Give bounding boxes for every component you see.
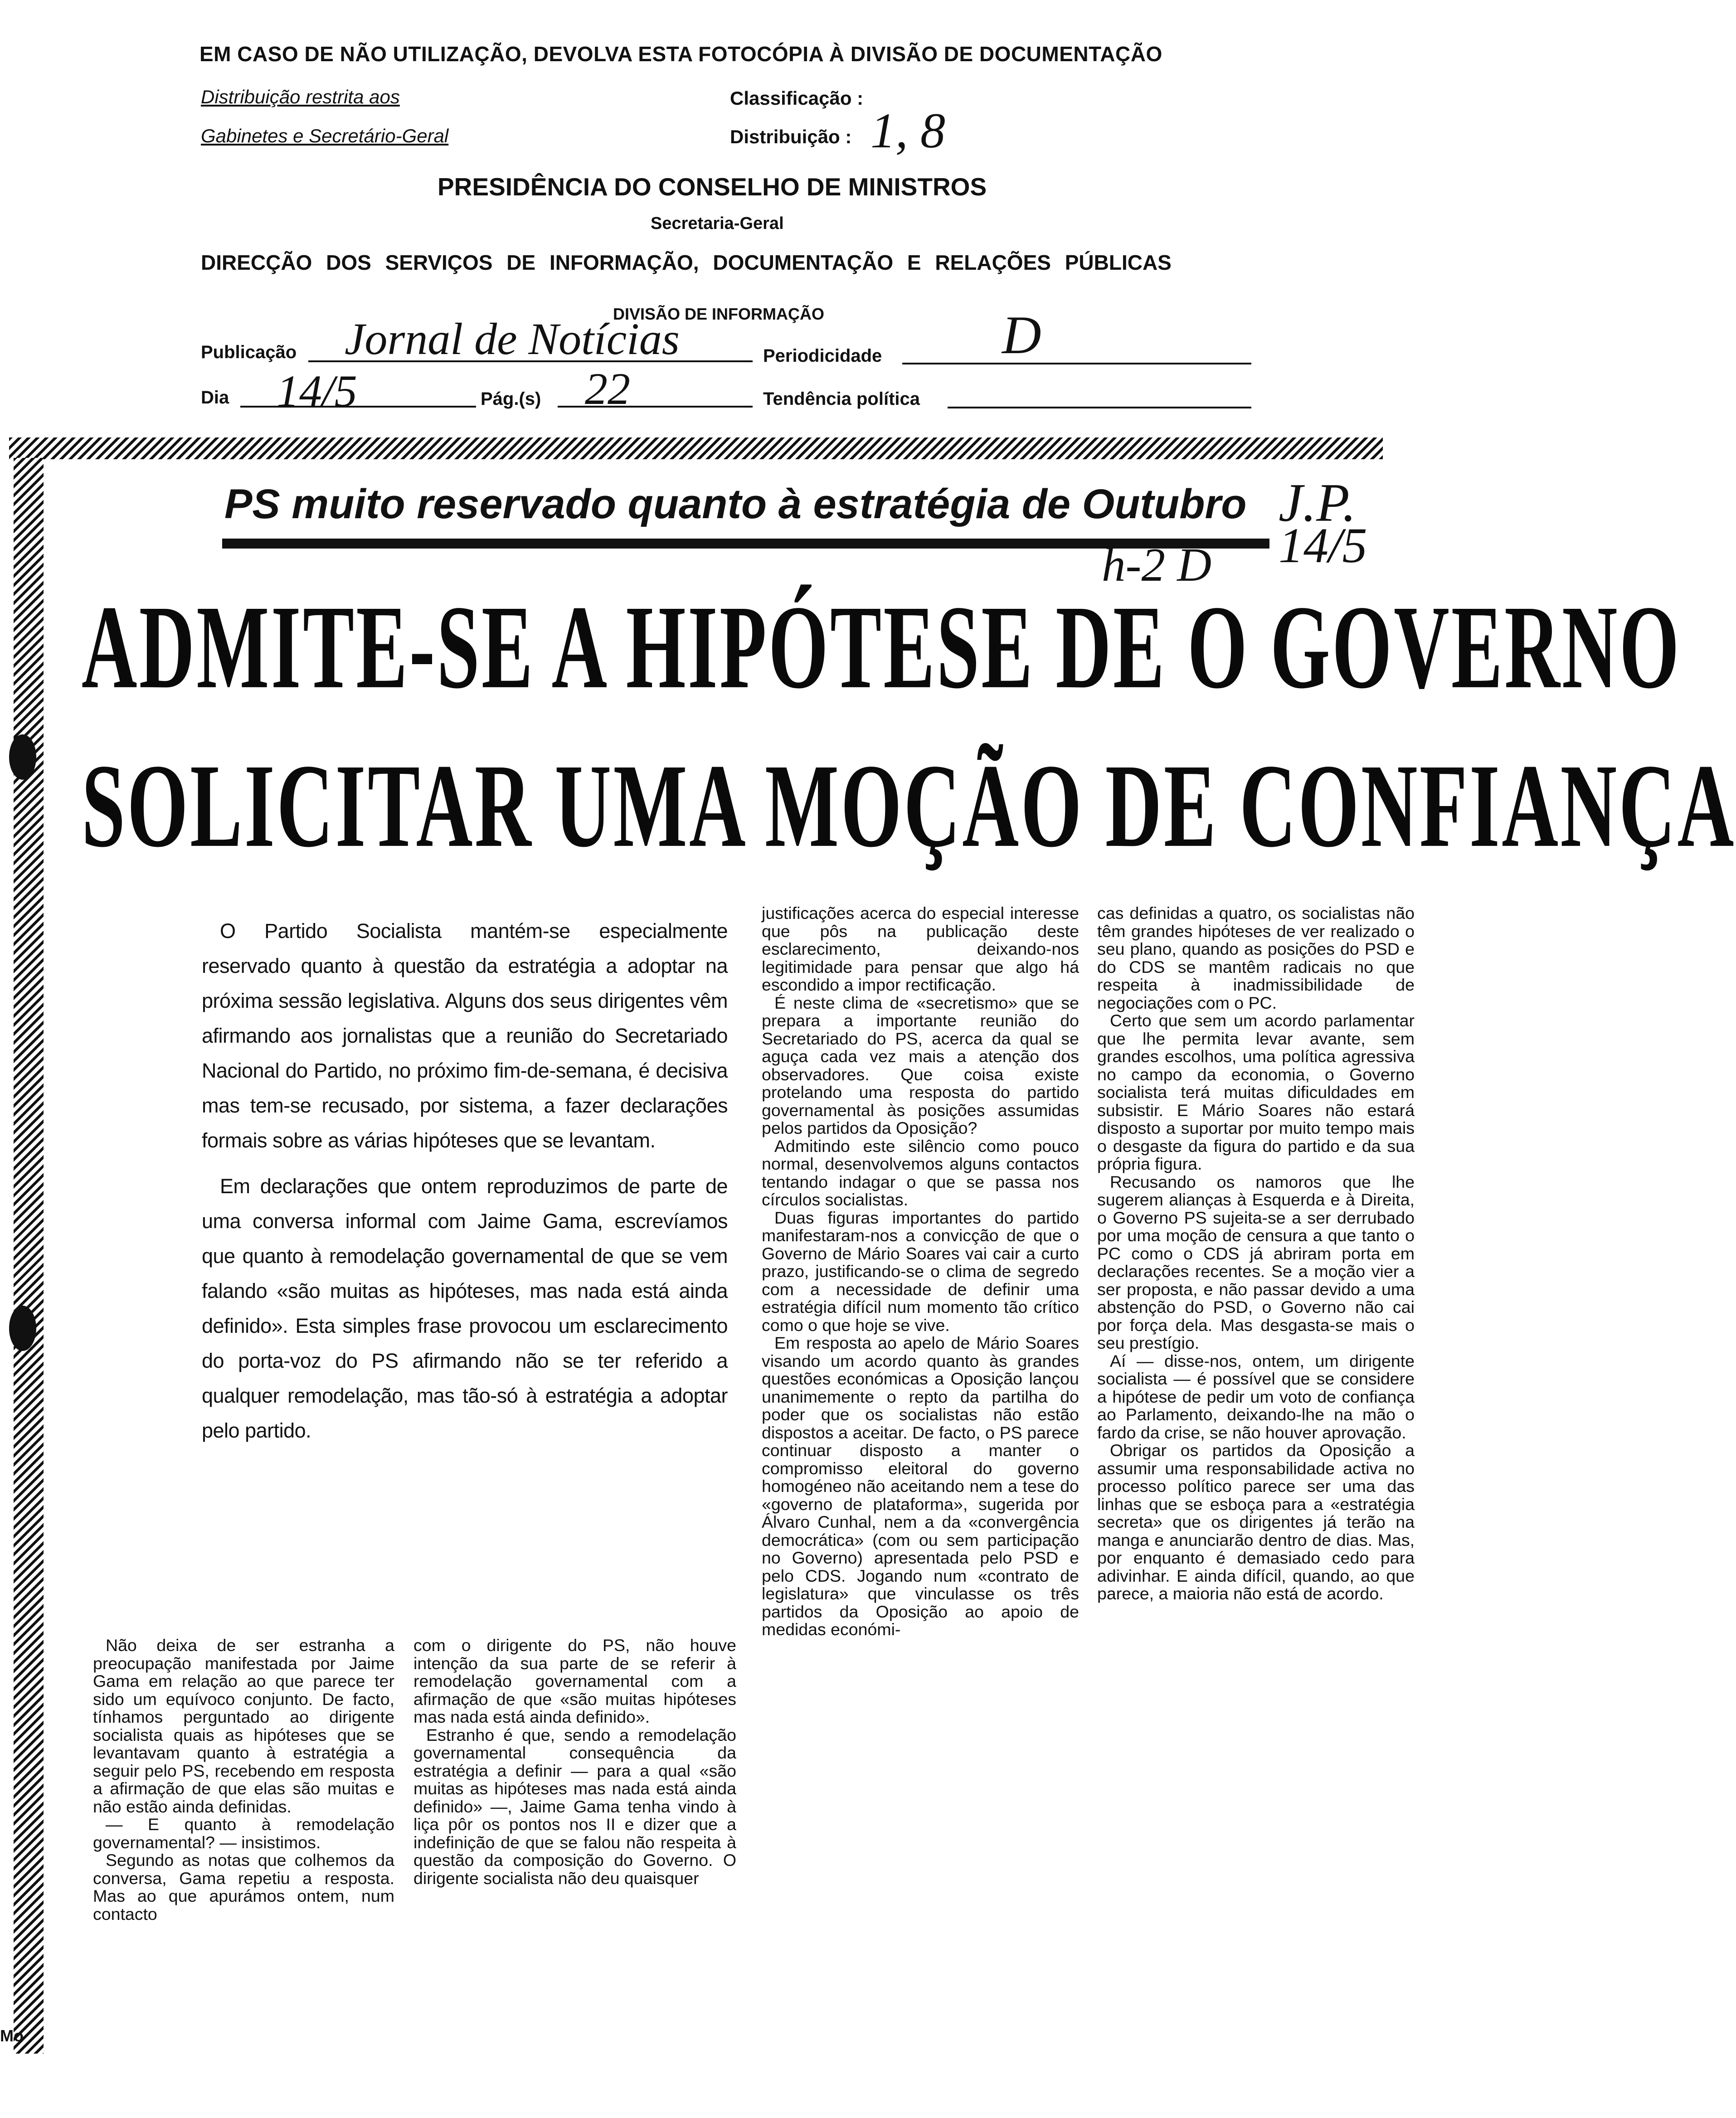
lead-paragraph-1: O Partido Socialista mantém-se especialmente reservado quanto à questão da estratégia a adoptar na próxima sessão legislativa. Alguns dos seus dirigentes vêm afirmando aos jornalistas que a reunião do Secretariado Nacional do Partido, no próximo fim-de-semana, é decisiva mas tem-se recusado, por sistema, a fazer declarações formais sobre as várias hipóteses que se levantam. <box>202 919 728 1152</box>
directorate-title: DIRECÇÃO DOS SERVIÇOS DE INFORMAÇÃO, DOCUMENTAÇÃO E RELAÇÕES PÚBLICAS <box>201 251 1172 274</box>
column-4-paragraph-5: Obrigar os partidos da Oposição a assumir uma responsabilidade activa no processo político parece ser uma das linhas que se esboça para a «estratégia secreta» que os dirigentes já terão na manga e anunciarão dentro de dias. Mas, por enquanto é demasiado cedo para adivinhar. E ainda difícil, quando, ao que parece, a maioria não está de acordo. <box>1097 1441 1415 1603</box>
handwritten-top-right: J.P. <box>1279 472 1357 533</box>
handwritten-date: 14/5 <box>1279 518 1367 573</box>
distribution-label: Distribuição : <box>730 126 852 147</box>
lead-paragraph-2: Em declarações que ontem reproduzimos de parte de uma conversa informal com Jaime Gama, escrevíamos que quanto à remodelação governamental de que se vem falando «são muitas as hipóteses, mas nada está ainda definido». Esta simples frase provocou um esclarecimento do porta-voz do PS afirmando não se ter referido a qualquer remodelação, mas tão-só à estratégia a adoptar pelo partido. <box>202 1175 728 1442</box>
headline-line-1: ADMITE-SE A HIPÓTESE DE O GOVERNO <box>82 580 1681 714</box>
handwritten-ref: h-2 D <box>1102 538 1212 591</box>
left-binding-mark-1 <box>9 734 36 780</box>
day-field-line <box>240 406 476 408</box>
column-4 <box>1097 904 1415 1603</box>
classification-label: Classificação : <box>730 87 864 109</box>
column-2-paragraph-2: Estranho é que, sendo a remodelação governamental consequência da estratégia a definir — para a qual «são muitas as hipóteses mas nada está ainda definido» —, Jaime Gama tenha vindo à liça pôr os pontos nos II e dizer que a indefinição de que se falou não respeita à questão da composição do Governo. O dirigente socialista não deu quaisquer <box>413 1725 736 1888</box>
day-value: 14/5 <box>277 366 357 416</box>
secretariat-label: Secretaria-Geral <box>651 214 784 233</box>
column-4-paragraph-1: cas definidas a quatro, os socialistas não têm grandes hipóteses de ver realizado o seu plano, quando as posições do PSD e do CDS se mantêm radicais no que respeita à inadmissibilidade de negociações com o PC. <box>1097 904 1415 1012</box>
publication-value: Jornal de Notícias <box>345 314 680 364</box>
column-1-paragraph-3: Segundo as notas que colhemos da conversa, Gama repetiu a resposta. Mas ao que apurámos ontem, num contacto <box>93 1851 394 1924</box>
column-4-paragraph-4: Aí — disse-nos, ontem, um dirigente socialista — é possível que se considere a hipótese de pedir um voto de confiança ao Parlamento, deixando-lhe na mão o fardo da crise, se não houver aprovação. <box>1097 1351 1415 1442</box>
column-3-paragraph-1: justificações acerca do especial interesse que pôs na publicação deste esclarecimento, deixando-nos legitimidade para pensar que algo há escondido a impor rectificação. <box>762 904 1079 994</box>
periodicity-value: D <box>1002 305 1041 365</box>
presidency-title: PRESIDÊNCIA DO CONSELHO DE MINISTROS <box>438 173 987 201</box>
page-value: 22 <box>585 364 630 414</box>
column-1-paragraph-1: Não deixa de ser estranha a preocupação manifestada por Jaime Gama em relação ao que parece ter sido um equívoco conjunto. De facto, tínhamos perguntado ao dirigente socialista quais as hipóteses que se levantavam quanto à estratégia a seguir pelo PS, recebendo em resposta a afirmação de que elas são muitas e não estão ainda definidas. <box>93 1636 394 1816</box>
column-4-paragraph-3: Recusando os namoros que lhe sugerem alianças à Esquerda e à Direita, o Governo PS sujeita-se a ser derrubado por uma moção de censura a que tanto o PC como o CDS já abriram porta em declarações recentes. Se a moção vier a ser proposta, e não passar devido a uma abstenção do PSD, o Governo não cai por força dela. Mas desgasta-se mais o seu prestígio. <box>1097 1172 1415 1352</box>
column-3-paragraph-2: É neste clima de «secretismo» que se prepara a importante reunião do Secretariado do PS, acerca da qual se aguça cada vez mais a atenção dos observadores. Que coisa existe protelando uma resposta do partido governamental às posições assumidas pelos partidos da Oposição? <box>762 993 1079 1137</box>
tendency-field-line <box>948 407 1251 408</box>
periodicity-label: Periodicidade <box>763 346 882 366</box>
distribution-restriction-line2: Gabinetes e Secretário-Geral <box>201 125 449 146</box>
column-3-paragraph-3: Admitindo este silêncio como pouco normal, desenvolvemos alguns contactos tentando indagar o que se passa nos círculos socialistas. <box>762 1136 1079 1209</box>
column-2-paragraph-1: com o dirigente do PS, não houve intenção da sua parte de se referir à remodelação governamental com a afirmação de que «são muitas hipóteses mas nada está ainda definido». <box>413 1636 736 1726</box>
periodicity-field-line <box>902 363 1251 364</box>
column-3 <box>762 904 1079 1639</box>
headline-line-2: SOLICITAR UMA MOÇÃO DE CONFIANÇA <box>82 738 1736 872</box>
lead-block <box>202 913 728 1448</box>
column-1 <box>93 1637 394 1923</box>
column-3-paragraph-5: Em resposta ao apelo de Mário Soares visando um acordo quanto às grandes questões económicas a Oposição lançou unanimemente o repto da partilha do poder que os socialistas não estão dispostos a aceitar. De facto, o PS parece continuar disposto a manter o compromisso eleitoral do governo homogéneo não aceitando nem a tese do «governo de plataforma», sugerida por Álvaro Cunhal, nem a da «convergência democrática» (com ou sem participação no Governo) apresentada pelo PSD e pelo CDS. Jogando num «contrato de legislatura» que vinculasse os três partidos da Oposição ao apoio de medidas económi- <box>762 1333 1079 1639</box>
distribution-restriction-line1: Distribuição restrita aos <box>201 86 400 107</box>
distribution-value: 1, 8 <box>870 103 945 158</box>
publication-label: Publicação <box>201 342 297 362</box>
clipping-left-hatch <box>14 458 44 2054</box>
column-4-paragraph-2: Certo que sem um acordo parlamentar que lhe permita levar avante, sem grandes escolhos, uma política agressiva no campo da economia, o Governo socialista terá muitas dificuldades em subsistir. E Mário Soares não estará disposto a suportar por muito tempo mais o desgaste da figura do partido e da sua própria figura. <box>1097 1011 1415 1173</box>
day-label: Dia <box>201 388 229 408</box>
column-1-paragraph-2: — E quanto à remodelação governamental? — insistimos. <box>93 1815 394 1852</box>
page-label: Pág.(s) <box>481 389 541 409</box>
clipping-top-hatch <box>9 437 1383 459</box>
division-label: DIVISÃO DE INFORMAÇÃO <box>613 305 825 323</box>
column-2 <box>413 1637 736 1887</box>
tendency-label: Tendência política <box>763 389 920 409</box>
left-binding-mark-2 <box>9 1306 36 1351</box>
column-3-paragraph-4: Duas figuras importantes do partido manifestaram-nos a convicção de que o Governo de Mário Soares vai cair a curto prazo, justificando-se o clima de segredo com a necessidade de definir uma estratégia difícil num momento tão crítico como o que hoje se vive. <box>762 1208 1079 1335</box>
kicker: PS muito reservado quanto à estratégia de Outubro <box>224 481 1247 527</box>
return-notice: EM CASO DE NÃO UTILIZAÇÃO, DEVOLVA ESTA FOTOCÓPIA À DIVISÃO DE DOCUMENTAÇÃO <box>199 42 1162 66</box>
margin-mark: Mo <box>0 2026 24 2045</box>
